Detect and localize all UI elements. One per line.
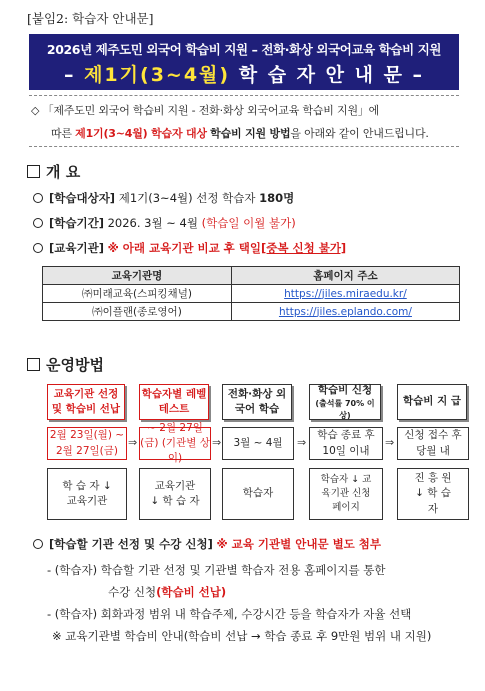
checkbox-square-icon	[27, 165, 40, 178]
header-name: 교육기관명	[43, 267, 232, 285]
step5-actor: 진 흥 원 ↓ 학 습 자	[397, 468, 469, 520]
selection-item1-cont	[108, 584, 226, 600]
step3-date: 3월 ~ 4월	[222, 427, 294, 460]
attachment-label: [붙임2: 학습자 안내문]	[27, 11, 154, 26]
item1-red: (학습비 선납)	[156, 585, 227, 599]
intro-text1: 「제주도민 외국어 학습비 지원 - 전화·화상 외국어교육 학습비 지원」에	[42, 104, 380, 117]
operation-heading	[27, 354, 104, 375]
banner-subtitle: 2026년 제주도민 외국어 학습비 지원 – 전화·화상 외국어교육 학습비 지원	[46, 42, 442, 57]
institution-row	[33, 240, 346, 256]
step5-head: 학습비 지 급	[397, 384, 467, 420]
arrow-icon: ⇒	[385, 436, 395, 449]
step4-subtitle: (출석률 70% 이상)	[315, 399, 375, 420]
target-count: 180명	[259, 191, 295, 205]
table-header-row	[43, 267, 460, 285]
step2-head: 학습자별 레벨테스트	[139, 384, 209, 420]
circle-icon	[33, 218, 43, 228]
overview-heading	[27, 161, 80, 182]
header-url: 홈페이지 주소	[231, 267, 459, 285]
title-banner	[29, 34, 459, 90]
selection-note: ※ 교육 기관별 안내문 별도 첨부	[216, 537, 382, 551]
target-label: [학습대상자]	[49, 191, 116, 205]
banner-title	[29, 60, 459, 87]
circle-icon	[33, 193, 43, 203]
institution-note2: [중복 신청 불가]	[261, 241, 347, 255]
selection-label: [학습할 기관 선정 및 수강 신청]	[49, 537, 213, 551]
institution-name: ㈜미래교육(스피킹채널)	[43, 285, 232, 303]
step4-actor: 학습자 ↓ 교육기관 신청 페이지	[309, 468, 383, 520]
step1-head: 교육기관 선정 및 학습비 선납	[47, 384, 125, 420]
arrow-icon: ⇒	[212, 436, 222, 449]
arrow-icon: ⇒	[128, 436, 138, 449]
institution-table	[42, 266, 460, 321]
selection-row	[33, 536, 381, 552]
step1-date: 2월 23일(월) ~ 2월 27일(금)	[47, 427, 127, 460]
intro-red: 제1기(3~4월) 학습자 대상	[75, 127, 207, 140]
period-note: (학습일 이월 불가)	[201, 216, 296, 230]
checkbox-square-icon	[27, 358, 40, 371]
circle-icon	[33, 539, 43, 549]
overview-title: 개 요	[46, 163, 81, 181]
diamond-icon: ◇	[31, 104, 40, 117]
table-row	[43, 303, 460, 321]
table-row	[43, 285, 460, 303]
institution-link[interactable]: https://jiles.eplando.com/	[231, 303, 459, 321]
step3-head: 전화·화상 외국어 학습	[222, 384, 292, 420]
circle-icon	[33, 243, 43, 253]
selection-item3: ※ 교육기관별 학습비 안내(학습비 선납 → 학습 종료 후 9만원 범위 내 지원)	[52, 629, 432, 643]
period-label: [학습기간]	[49, 216, 104, 230]
step1-actor: 학 습 자 ↓ 교육기관	[47, 468, 127, 520]
intro-row2	[51, 125, 429, 141]
intro-box	[29, 95, 459, 147]
step4-head	[309, 384, 381, 420]
intro-prefix: 따른	[51, 127, 72, 140]
selection-item2: - (학습자) 회화과정 범위 내 학습주제, 수강시간 등을 학습자가 자율 선택	[47, 607, 412, 621]
institution-note: ※ 아래 교육기관 비교 후 택일	[107, 241, 262, 255]
operation-title: 운영방법	[46, 356, 104, 374]
step5-date: 신청 접수 후 당월 내	[397, 427, 469, 460]
step3-actor: 학습자	[222, 468, 294, 520]
period-text: 2026. 3월 ~ 4월	[107, 216, 198, 230]
step4-date: 학습 종료 후 10일 이내	[309, 427, 383, 460]
step2-date: ~ 2월 27일(금) (기관별 상이)	[140, 421, 210, 465]
intro-bold: 학습비 지원 방법	[210, 127, 291, 140]
institution-name: ㈜이플랜(종로영어)	[43, 303, 232, 321]
period-row	[33, 215, 296, 231]
target-text: 제1기(3~4월) 선정 학습자	[118, 191, 256, 205]
intro-row1	[31, 102, 379, 118]
step4-title: 학습비 신청	[317, 383, 373, 396]
item1-cont-text: 수강 신청	[108, 585, 157, 599]
intro-suffix: 을 아래와 같이 안내드립니다.	[290, 127, 429, 140]
banner-period: 제1기(3~4월)	[84, 64, 231, 86]
banner-dash: –	[63, 64, 76, 86]
selection-item1: - (학습자) 학습할 기관 선정 및 기관별 학습자 전용 홈페이지를 통한	[47, 563, 386, 577]
banner-rest: 학 습 자 안 내 문 –	[238, 64, 425, 86]
arrow-icon: ⇒	[297, 436, 307, 449]
institution-label: [교육기관]	[49, 241, 104, 255]
target-row	[33, 190, 294, 206]
institution-link[interactable]: https://jiles.miraedu.kr/	[231, 285, 459, 303]
step2-actor: 교육기관 ↓ 학 습 자	[139, 468, 211, 520]
